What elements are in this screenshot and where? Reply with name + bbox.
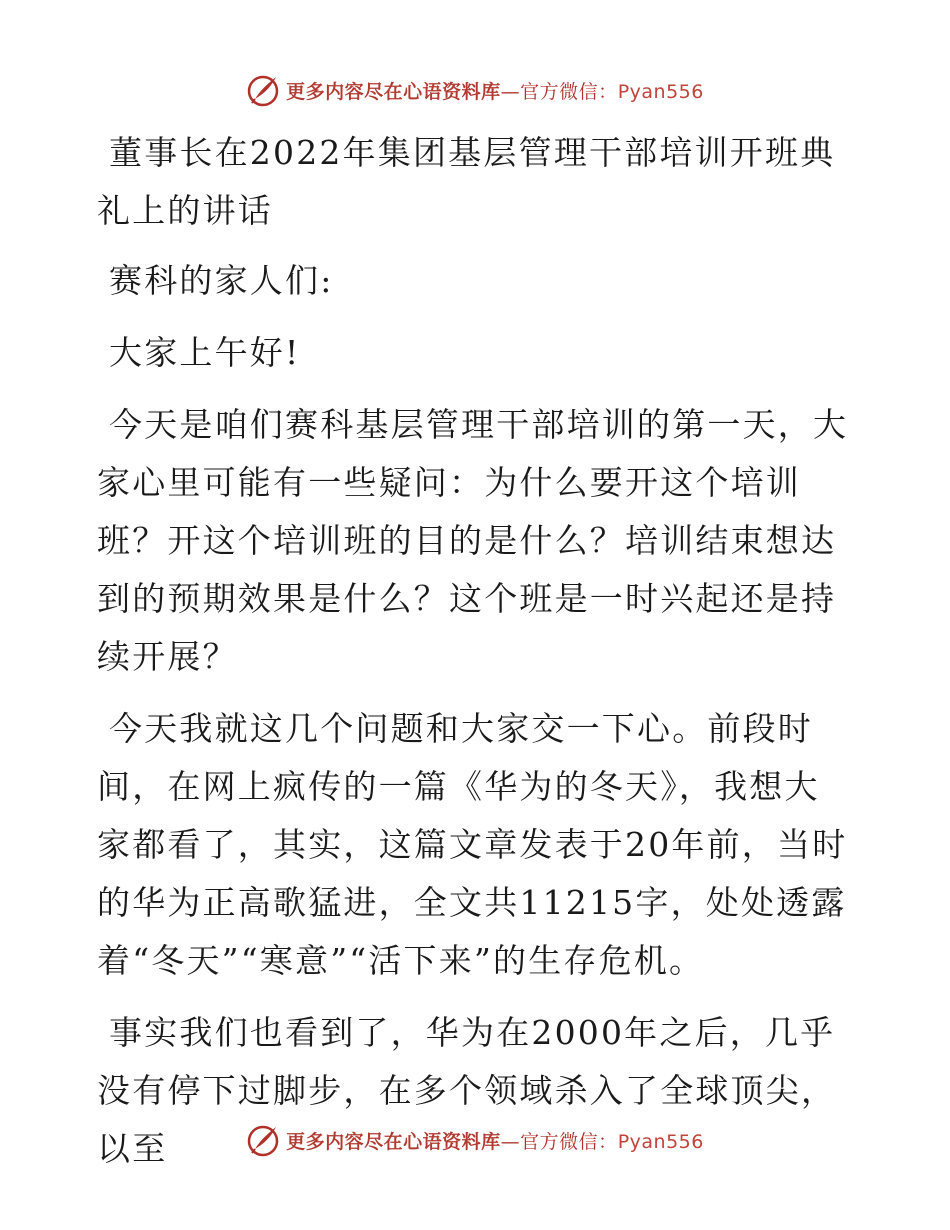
watermark-text [286,1127,704,1154]
paragraph: 今天是咱们赛科基层管理干部培训的第一天，大家心里可能有一些疑问：为什么要开这个培训班？开这个培训班的目的是什么？培训结束想达到的预期效果是什么？这个班是一时兴起还是持续开展？ [97,405,849,676]
watermark-header [0,70,950,110]
salutation: 赛科的家人们: [109,261,334,300]
watermark-official: 官方微信： [520,1130,618,1153]
watermark-official: 官方微信： [520,80,618,103]
paragraph: 事实我们也看到了，华为在2000年之后，几乎没有停下过脚步，在多个领域杀入了全球顶尖，以至 [97,1013,837,1168]
watermark-main: 更多内容尽在心语资料库 [286,1130,501,1153]
watermark-dash: — [500,80,521,103]
quill-logo-icon [246,73,280,107]
document-title: 董事长在2022年集团基层管理干部培训开班典礼上的讲话 [97,133,836,230]
document-body [97,124,849,1192]
greeting: 大家上午好! [109,333,301,372]
watermark-main: 更多内容尽在心语资料库 [286,80,501,103]
quill-logo-icon [246,1123,280,1157]
watermark-id: Pyan556 [617,80,704,103]
paragraph: 今天我就这几个问题和大家交一下心。前段时间，在网上疯传的一篇《华为的冬天》，我想大家都看了，其实，这篇文章发表于20年前，当时的华为正高歌猛进，全文共11215字，处处透露着“冬天”“寒意”“活下来”的生存危机。 [97,709,848,980]
watermark-footer [0,1120,950,1160]
watermark-dash: — [500,1130,521,1153]
watermark-id: Pyan556 [617,1130,704,1153]
watermark-text [286,77,704,104]
